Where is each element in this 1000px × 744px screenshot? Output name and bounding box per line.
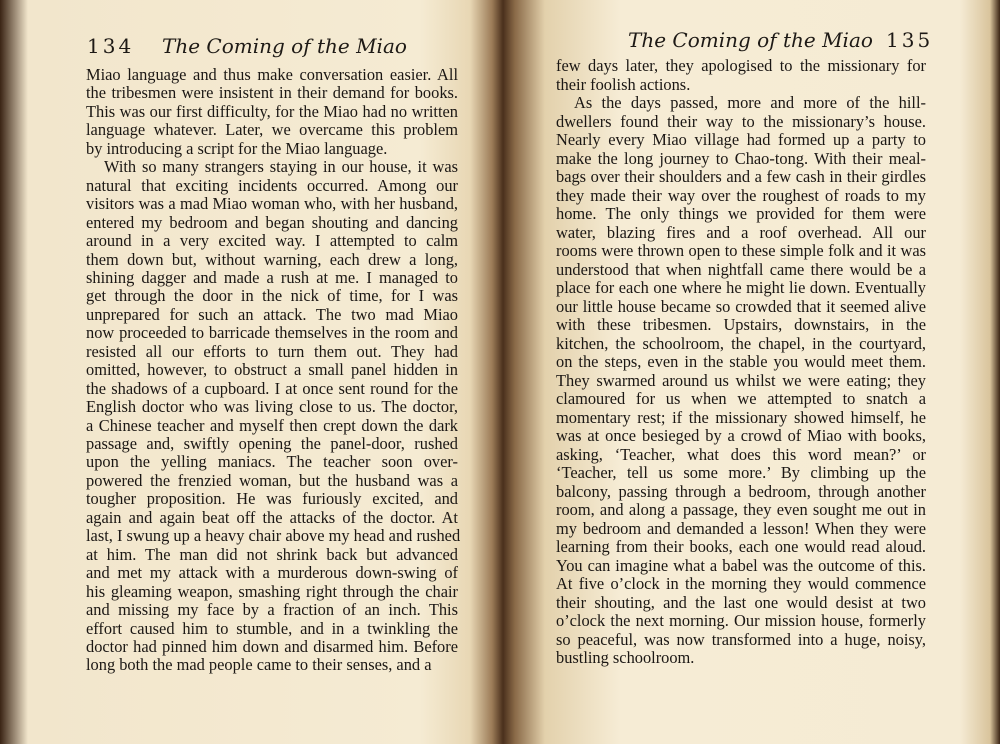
text-line: their foolish actions. [556, 74, 691, 94]
text-line: resisted all our efforts to turn them out. They had [86, 341, 458, 361]
text-line: again and again beat off the attacks of the doctor. At [86, 507, 458, 527]
text-line: clamoured for us when we attempted to snatch a [556, 389, 926, 408]
text-line: last, I swung up a heavy chair above my head and rushed [86, 526, 461, 546]
left-page-number: 134 [87, 34, 135, 58]
text-line: they made their way over the roughest of roads to my [556, 185, 926, 205]
text-line: at him. The man did not shrink back but advanced [86, 544, 458, 564]
text-line: by introducing a script for the Miao language. [86, 138, 388, 158]
text-line: so peaceful, was now transformed into a huge, noisy, [556, 629, 926, 649]
text-line: powered the frenzied woman, but the husband was a [86, 470, 458, 490]
text-line: ‘Teacher, tell us some more.’ By climbing up the [556, 463, 926, 482]
text-line: They swarmed around us whilst we were eating; they [556, 370, 926, 390]
text-line: with these tribesmen. Upstairs, downstairs, in the [556, 315, 926, 334]
text-line: This was our first difficulty, for the Miao had no written [86, 101, 458, 121]
left-running-title: The Coming of the Miao [162, 34, 407, 58]
text-line: passage and, swiftly opening the panel-door, rushed [86, 434, 458, 453]
text-line: the shadows of a cupboard. I at once sent round for the [86, 378, 458, 398]
text-line: visitors was a mad Miao woman who, with her husband, [86, 194, 458, 214]
text-line: unprepared for such an attack. The two mad Miao [86, 304, 458, 324]
text-line: language whatever. Later, we overcame this problem [86, 120, 458, 140]
text-line: With so many strangers staying in our house, it was [104, 157, 458, 177]
text-line: tougher proposition. He was furiously excited, and [86, 489, 458, 509]
text-line: As the days passed, more and more of the hill- [574, 93, 926, 112]
text-line: doctor had pinned him down and disarmed him. Before [86, 636, 458, 656]
text-line: learning from their books, each one would read aloud. [556, 537, 926, 556]
text-line: momentary rest; if the missionary showed himself, he [556, 407, 926, 427]
text-line: our little house became so crowded that it seemed alive [556, 296, 926, 316]
text-line: home. The only things we provided for them were [556, 204, 926, 223]
text-line: water, blazing fires and a roof overhead. All our [556, 222, 926, 242]
text-line: understood that when nightfall came there would be a [556, 259, 926, 279]
text-line: omitted, however, to obstruct a small panel hidden in [86, 360, 458, 380]
text-line: You can imagine what a babel was the outcome of this. [556, 555, 926, 575]
text-line: shining dagger and made a rush at me. I managed to [86, 267, 458, 287]
text-line: At five o’clock in the morning they would commence [556, 574, 926, 593]
text-line: his gleaming weapon, smashing right through the chair [86, 581, 458, 601]
text-line: them down but, without warning, each drew a long, [86, 249, 458, 269]
text-line: balcony, passing through a bedroom, through another [556, 481, 926, 501]
text-line: was at once besieged by a crowd of Miao with books, [556, 426, 926, 445]
text-line: around in a very excited way. I attempted to calm [86, 231, 458, 251]
text-line: long both the mad people came to their senses, and a [86, 655, 432, 675]
text-line: now proceeded to barricade themselves in the room and [86, 323, 458, 343]
text-line: dwellers found their way to the missionary’s house. [556, 111, 926, 131]
text-line: kitchen, the schoolroom, the chapel, in the courtyard, [556, 333, 926, 353]
text-line: English doctor who was living close to us. The doctor, [86, 397, 458, 417]
text-line: bags over their shoulders and a few cash in their girdles [556, 167, 926, 186]
text-line: natural that exciting incidents occurred. Among our [86, 175, 458, 195]
text-line: and met my attack with a murderous down-swing of [86, 563, 458, 583]
text-line: a Chinese teacher and myself then crept down the dark [86, 415, 458, 435]
text-line: Nearly every Miao village had formed up a party to [556, 130, 926, 149]
text-line: room, and along a passage, they even sought me out in [556, 500, 926, 519]
text-line: their shouting, and the last one would desist at two [556, 592, 926, 612]
text-line: asking, ‘Teacher, what does this word mean?’ or [556, 444, 926, 464]
text-line: my bedroom and demanded a lesson! When they were [556, 518, 926, 538]
text-line: rooms were thrown open to these simple folk and it was [556, 241, 926, 260]
right-running-title: The Coming of the Miao [628, 28, 873, 52]
text-line: entered my bedroom and began shouting and dancing [86, 212, 458, 232]
text-line: and missing my face by a fraction of an inch. This [86, 600, 458, 620]
text-line: make the long journey to Chao-tong. With their meal- [556, 148, 926, 168]
text-line: o’clock the next morning. Our mission house, formerly [556, 611, 926, 630]
text-line: the tribesmen were insistent in their demand for books. [86, 83, 458, 103]
text-line: bustling schoolroom. [556, 648, 695, 667]
text-line: effort caused him to stumble, and in a twinkling the [86, 618, 458, 638]
text-line: upon the yelling maniacs. The teacher soon over- [86, 452, 458, 472]
text-line: get through the door in the nick of time, for I was [86, 286, 458, 306]
right-page [506, 0, 1000, 744]
text-line: place for each one where he might lie down. Eventually [556, 278, 926, 297]
text-line: Miao language and thus make conversation easier. All [86, 65, 458, 84]
text-line: few days later, they apologised to the missionary for [556, 56, 926, 75]
right-page-number: 135 [886, 28, 934, 52]
text-line: on the steps, even in the stable you would meet them. [556, 352, 926, 371]
